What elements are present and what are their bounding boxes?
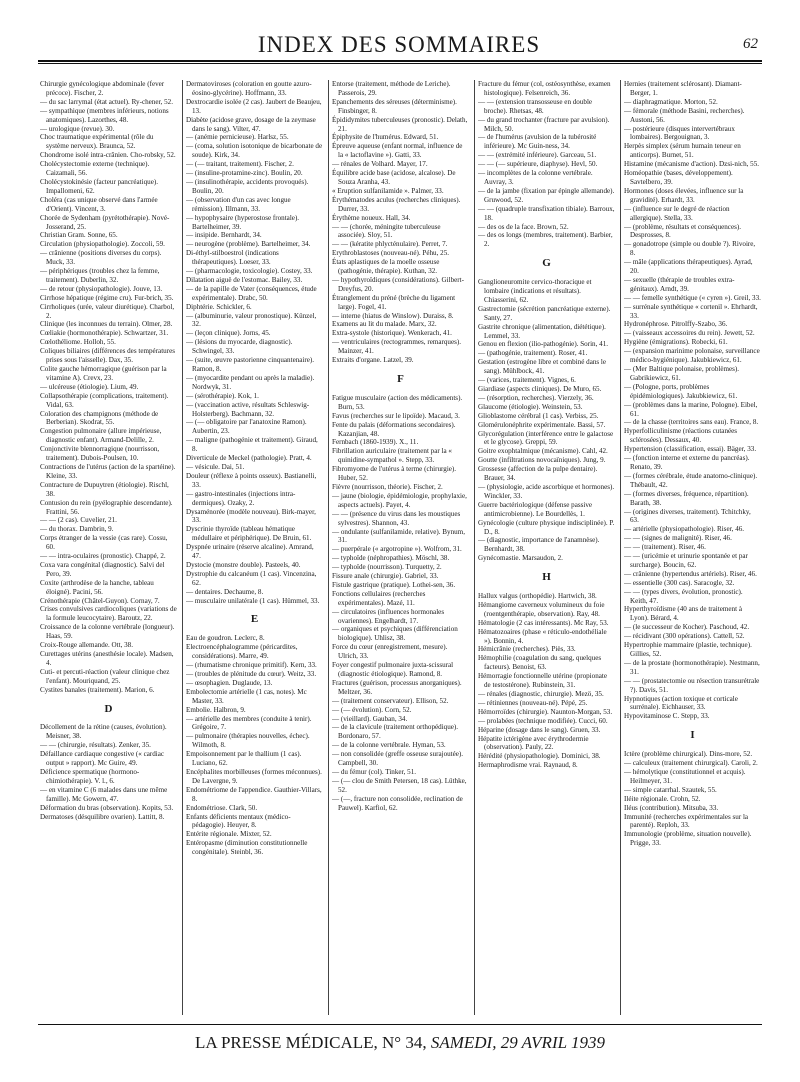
index-entry: — (insuline-protamine-zinc). Boulin, 20. (186, 169, 303, 178)
index-column-3 (332, 80, 469, 1015)
index-entry: — en vitamine C (6 malades dans une même famille). Mc Gowern, 47. (40, 785, 168, 803)
index-entry: — (— évolution). Corn, 52. (332, 705, 412, 714)
index-entry: — (troubles de plénitude du cœur). Weitz, 33. (186, 670, 317, 678)
index-entry: — circulatoires (influences hormonales ovariennes). Engelhardt, 17. (332, 607, 445, 625)
section-letter: E (250, 613, 259, 626)
index-entry: Entorse (traitement, méthode de Leriche). Passerois, 29. (332, 80, 451, 97)
index-entry: — (problèmes dans la marine, Pologne). Eibel, 61. (624, 400, 758, 418)
index-entry: Hallux valgus (orthopédie). Hartwich, 38. (478, 592, 597, 601)
index-entry: Contractions de l'utérus (action de la spartéine). Kleine, 33. (40, 462, 176, 480)
index-entry: — sexuelle (thérapie de troubles extra-génitaux). Arndt, 39. (624, 275, 735, 293)
index-entry: — (résorption, recherches). Vierzely, 36. (478, 393, 594, 402)
index-entry: Cœliakie (hormonothérapie). Schwartzer, 31. (40, 329, 169, 338)
index-entry: — — (signes de malignité). Riser, 46. (624, 534, 732, 543)
index-entry: Dextrocardie isolée (2 cas). Jaubert de Beaujeu, 13. (186, 97, 322, 115)
index-entry: Croix-Rouge allemande. Ott, 38. (40, 641, 133, 650)
index-column-1 (40, 80, 177, 1015)
index-entry: — sympathique (membres inférieurs, notions anatomiques). Lazorthes, 48. (40, 106, 169, 124)
issue-date: SAMEDI, 29 AVRIL 1939 (430, 1033, 606, 1052)
index-entry: Coxite (arthrodèse de la hanche, tableau éloigné). Pacini, 56. (40, 578, 154, 596)
index-entry: — — (traitement). Riser, 46. (624, 543, 706, 552)
index-entry: — dentaires. Dechaume, 8. (186, 587, 264, 596)
index-entry: Diabète (acidose grave, dosage de la zeymase dans le sang). Vilter, 47. (186, 115, 316, 133)
index-entry: — (leçon clinique). Jorns, 45. (186, 329, 271, 338)
section-letter: G (542, 257, 551, 270)
index-entry: Hermaphrodisme vrai. Raynaud, 8. (478, 761, 578, 770)
index-entry: — typhoïde (néphropathies). Möschl, 38. (332, 554, 450, 563)
index-entry: — (problème, résultats et conséquences). Desprosses, 8. (624, 222, 742, 240)
index-entry: Cirrholiques (urée, valeur diurétique). Charbol, 2. (40, 302, 175, 320)
index-entry: Dilatation aiguë de l'estomac. Bailey, 33. (186, 275, 303, 284)
index-entry: — vésicule. Dai, 51. (186, 462, 245, 471)
index-entry: — non consolidée (greffe osseuse surajoutée). Campbell, 30. (332, 750, 464, 768)
section-letter: H (542, 571, 551, 584)
index-entry: Di-éthyl-stilboestrol (indications thérapeutiques). Loeser, 33. (186, 249, 279, 267)
index-entry: — ondulante (sulfanilamide, relative). Bynum, 31. (332, 527, 465, 545)
index-entry: Dermatoviroses (coloration en goutte azuro-éosino-glycérine). Hoffmann, 33. (186, 80, 312, 97)
index-entry: Diphtérie. Schickler, 6. (186, 302, 252, 311)
index-entry: — des os longs (membres, traitement). Barbier, 2. (478, 231, 613, 249)
index-entry: Fente du palais (déformations secondaires). Kazanjian, 48. (332, 420, 456, 438)
index-entry: Congestion pulmonaire (allure impérieuse, diagnostic enfant). Armand-Delille, 2. (40, 427, 162, 445)
page-footer (40, 1033, 760, 1053)
index-entry: Cystites banales (traitement). Marion, 6. (40, 685, 155, 694)
index-entry: — (observation d'un cas avec longue rémission). Illmann, 33. (186, 195, 291, 213)
index-entry: Coloration des champignons (méthode de Berberian). Skodrat, 55. (40, 409, 159, 427)
index-entry: Déformation du bras (observation). Kopits, 53. (40, 803, 174, 812)
index-entry: Hémophilie (coagulation du sang, quelques facteurs). Benoist, 63. (478, 654, 602, 672)
index-entry: Curettages utérins (anesthésie locale). Madsen, 4. (40, 650, 174, 667)
index-entry: — (Pologne, ports, problèmes épidémiologiques). Jakubkiewicz, 61. (624, 382, 738, 400)
index-entry: Erythroblastoses (nouveau-né). Péhu, 25. (332, 249, 450, 258)
index-entry: — — (types divers, évolution, pronostic). Keith, 47. (624, 587, 743, 605)
index-entry: Choléra (cas unique observé dans l'armée d'Orient). Vincent, 3. (40, 195, 158, 213)
index-entry: Dyspnée urinaire (réserve alcaline). Amrand, 47. (186, 543, 314, 561)
index-entry: — (formes diverses, fréquence, répartition). Barath, 38. (624, 489, 749, 507)
index-entry: — de la prostate (hormonothérapie). Nestmann, 31. (624, 658, 760, 676)
index-entry: Dystocie (monstre double). Pasteels, 40. (186, 560, 301, 569)
index-entry: — (anémie pernicieuse). Harlsz, 55. (186, 133, 289, 142)
index-entry: Giardiase (aspects cliniques). De Muro, 65. (478, 385, 602, 393)
index-entry: — pulmonaire (thérapies nouvelles, échec). Wilmoth, 8. (186, 732, 310, 750)
index-entry: — (physiologie, acide ascorbique et hormones). Winckler, 33. (478, 482, 615, 500)
index-entry: Coxa vara congénital (diagnostic). Salvi del Pero, 39. (40, 560, 165, 578)
index-entry: — (albuminurie, valeur pronostique). Künzel, 32. (186, 311, 317, 329)
index-entry: Épididymites tuberculeuses (pronostic). Delath, 21. (332, 115, 468, 133)
index-entry: — rénales (diagnostic, chirurgie). Mezö, 35. (478, 690, 604, 698)
index-entry: Crénothérapie (Châtel-Guyon). Cornay, 7. (40, 596, 160, 605)
index-entry: — (insulinothérapie, accidents provoqués). Boulin, 20. (186, 177, 309, 195)
index-entry: — (fonction interne et externe du pancréas). Renato, 39. (624, 454, 750, 471)
index-entry: — (sérothérapie). Kok, 1. (186, 391, 259, 400)
index-entry: Douleur (réflexe à points osseux). Bastianelli, 33. (186, 471, 317, 489)
index-entry: — (le successeur de Kocher). Paschoud, 42. (624, 623, 750, 632)
index-entry: Glioblastome cérébral (1 cas). Verbiss, 25. (478, 411, 599, 420)
index-entry: Histamine (mécanisme d'action). Dzsi-nich, 55. (624, 160, 760, 169)
index-entry: — (vaisseaux accessoires du rein). Jewett, 52. (624, 329, 755, 338)
index-entry: Goitre exophtalmique (mécanisme). Cahl, 42. (478, 447, 608, 456)
index-entry: Déficience spermatique (hormono-chimiothérapie). V. l., 6. (40, 767, 140, 785)
index-entry: Équilibre acide base (acidose, alcalose). De Souza Aranha, 43. (332, 169, 456, 186)
index-entry: Hémangiome caverneux volumineux du foie (roentgenthérapie, observation). Ray, 48. (478, 600, 605, 618)
index-entry: Cœlothéliome. Holloh, 55. (40, 338, 116, 347)
index-entry: Hydronéphrose. Pitrolffy-Szabo, 36. (624, 320, 728, 329)
header-rule-thin (38, 63, 762, 64)
index-entry: — du grand trochanter (fracture par avulsion). Milch, 50. (478, 115, 610, 133)
index-entry: Hématozoaires (phase « réticulo-endothéliale »). Bonnin, 4. (478, 627, 607, 645)
index-entry: Contracture de Dupuytren (étiologie). Rischl, 38. (40, 480, 169, 498)
index-entry: Fibromyome de l'utérus à terme (chirurgie). Huber, 52. (332, 465, 457, 483)
index-entry: — artérielle (physiopathologie). Riser, 46. (624, 525, 745, 534)
index-entry: Gynécologie (culture physique indisciplinée). P. D., 8. (478, 518, 615, 536)
index-entry: Ganglioneuromite cervico-thoracique et lombaire (indications et résultats). Chiasserini, 62. (478, 278, 592, 304)
index-entry: Dyscrinie thyroïde (tableau hématique médullaire et périphérique). De Bruin, 61. (186, 525, 312, 543)
index-entry: Immunité (recherches expérimentales sur la parenté). Reploh, 33. (624, 812, 749, 830)
index-entry: — urologique (revue). 30. (40, 124, 115, 133)
index-entry: — mâle (applications thérapeutiques). Ayrad, 20. (624, 258, 753, 276)
index-entry: — — (présence du virus dans les moustiques sylvestres). Shannon, 43. (332, 509, 461, 527)
index-entry: — — (— supérieure, diaphyse). Hevl, 50. (478, 160, 598, 169)
index-entry: — (pharmacologie, toxicologie). Costey, 33. (186, 267, 313, 276)
index-entry: Hyperthyroïdisme (40 ans de traitement à Lyon). Bérard, 4. (624, 605, 742, 623)
index-entry: — — (extrémité inférieure). Garceau, 51. (478, 151, 597, 160)
index-entry: Gastrectomie (sécrétion pancréatique externe). Santy, 27. (478, 304, 611, 322)
index-entry: Glomérulonéphrite expérimentale. Bassi, 57. (478, 420, 606, 429)
index-entry: Grossesse (affection de la pulpe dentaire). Brauer, 34. (478, 465, 598, 483)
index-entry: Endométriome de l'appendice. Gauthier-Villars, 8. (186, 785, 322, 803)
index-entry: — simple catarrhal. Szautek, 55. (624, 785, 717, 794)
index-entry: — (— obligatoire par l'anatoxine Ramon). Aubertin, 23. (186, 418, 307, 436)
index-entry: Homéopathie (bases, développement). Savtelbero, 39. (624, 169, 733, 186)
index-entry: — interne (hiatus de Winslow). Duraiss, 8. (332, 311, 454, 320)
index-entry: Glaucome (étiologie). Weinstein, 53. (478, 402, 583, 411)
index-entry: Dermatoses (désquilibre ovarien). Lattitt, 8. (40, 812, 165, 821)
index-entry: — incomplètes de la colonne vertébrale. Auvray, 3. (478, 169, 593, 186)
footer-rule (38, 1024, 762, 1025)
index-entry: Défaillance cardiaque congestive (« cardiac output » rapport). Mc Guire, 49. (40, 750, 165, 768)
index-entry: — du thorax. Dambrin, 9. (40, 525, 114, 534)
index-entry: Circulation (physiopathologie). Zoccoli, 59. (40, 240, 165, 249)
index-entry: Hypovitaminose C. Stepp, 33. (624, 712, 710, 721)
index-entry: Genou en flexion (ilio-pathogénie). Sorin, 41. (478, 340, 609, 349)
index-entry: Electroencéphalogramme (péricardites, considérations). Marre, 49. (186, 643, 298, 661)
index-entry: — (myocardite pendant ou après la maladie). Nordwyk, 31. (186, 373, 315, 391)
index-entry: — neurogène (problème). Bartelheimer, 34. (186, 240, 311, 249)
index-entry: Hygiène (émigrations). Robecki, 61. (624, 338, 728, 347)
index-entry: Embolie. Halbron, 9. (186, 705, 246, 714)
issue-number: N° 34, (382, 1033, 427, 1052)
index-entry: — — femelle synthétique (« cyren »). Greil, 33. (624, 293, 761, 302)
index-entry: Endométriose. Clark, 50. (186, 803, 258, 812)
index-entry: Choc traumatique expérimental (rôle du système nerveux). Braunca, 52. (40, 133, 154, 151)
index-entry: Eau de goudron. Leclerc, 8. (186, 634, 265, 643)
index-entry: — insipide. Bernhardt, 34. (186, 231, 262, 240)
index-entry: — (traitement conservateur). Ellison, 52. (332, 696, 449, 705)
index-entry: Fibrillation auriculaire (traitement par la « quinidine-sympathol ». Stepp, 33. (332, 447, 452, 465)
index-entry: Fonctions cellulaires (recherches expérimentales). Mazé, 11. (332, 589, 426, 607)
index-entry: Entéropasme (diminution constitutionnelle congénitale). Steinbl, 36. (186, 839, 308, 857)
index-entry: Coliques biliaires (différences des températures prises sous l'aisselle). Dax, 35. (40, 347, 175, 365)
index-entry: — gastro-intestinales (injections intra-dermiques). Ozaky, 2. (186, 489, 296, 507)
index-entry: — surrénale synthétique « cortenil ». Ehrhardt, 33. (624, 302, 758, 320)
index-entry: — hypothyroïdiques (considérations). Gilbert-Dreyfus, 20. (332, 275, 464, 293)
index-entry: Fistule gastrique (pratique). Lothei-sen, 36. (332, 580, 456, 589)
index-entry: Christian Gram. Sonne, 65. (40, 231, 118, 240)
journal-name: LA PRESSE MÉDICALE, (194, 1033, 378, 1052)
index-entry: Glycorégulation (interférence entre le galactose et le glycose). Greppi, 59. (478, 429, 614, 447)
index-entry: — crânienne (hypertendus artériels). Riser, 46. (624, 569, 757, 578)
index-entry: — — (2 cas). Cuvelier, 21. (40, 516, 117, 525)
index-entry: Hypertension (classification, essai). Bäger, 33. (624, 445, 757, 454)
index-entry: Iléite régionale. Crohn, 52. (624, 794, 701, 803)
index-entry: — diaphragmatique. Morton, 52. (624, 97, 718, 106)
page-number: 62 (743, 36, 758, 52)
index-entry: — rétiniennes (nouveau-né). Pépé, 25. (478, 698, 588, 707)
index-entry: Embolectomie artérielle (1 cas, notes). Mc Master, 33. (186, 687, 307, 705)
index-entry: Fatigue musculaire (action des médicaments). Burn, 53. (332, 393, 463, 411)
index-entry: — périphériques (troubles chez la femme, traitement). Duberlin, 32. (40, 267, 160, 284)
index-entry: — de l'humérus (avulsion de la tubérosité inférieure). Mc Guin-ness, 34. (478, 133, 597, 151)
index-entry: — prolabées (technique modifiée). Cucci, 60. (478, 716, 608, 725)
index-entry: Enfants déficients mentaux (médico-pédagogie). Heuyer, 8. (186, 812, 291, 830)
index-entry: — — (uricémie et urinurie spontanée et par surcharge). Boucin, 62. (624, 552, 748, 569)
index-entry: — (suite, œuvre pastorienne cinquantenaire). Ramon, 8. (186, 356, 315, 373)
index-entry: Entérite régionale. Mixter, 52. (186, 830, 272, 839)
page-header (40, 28, 758, 58)
index-entry: — (coma, solution isotonique de bicarbonate de soude). Kirk, 34. (186, 142, 323, 160)
index-entry: Érythème noueux. Hall, 34. (332, 213, 411, 222)
index-entry: — (origines diverses, traitement). Tchitchky, 63. (624, 507, 751, 525)
index-entry: Epanchements des séreuses (déterminisme). Finsbinger, 8. (332, 97, 457, 115)
index-entry: Épreuve aqueuse (enfant normal, influence de la « lactoflavine »). Gatti, 33. (332, 142, 463, 160)
index-entry: Extra-systole (historique). Wenkerach, 41. (332, 329, 452, 338)
index-entry: Herpès simplex (sérum humain teneur en anticorps). Burnet, 51. (624, 142, 741, 160)
index-entry: — (expansion marinime polonaise, surveillance médico-hygiénique). Jakubkiewicz, 61. (624, 347, 760, 365)
index-entry: Érythématodes aculus (recherches cliniques). Durrer, 33. (332, 195, 461, 213)
index-entry: — hypophysaire (hyperostose frontale). Bartelheimer, 39. (186, 213, 300, 231)
index-entry: Cuti- et percuti-réaction (valeur clinique chez l'enfant). Mouriquand, 25. (40, 667, 170, 685)
index-entry: Ictère (problème chirurgical). Dins-more, 52. (624, 750, 753, 759)
index-entry: — des os de la face. Brown, 52. (478, 222, 569, 231)
index-entry: — de la jambe (fixation par épingle allemande). Gruwood, 52. (478, 186, 615, 204)
index-entry: — (Mer Baltique polonaise, problèmes). Gabrikiewicz, 61. (624, 365, 740, 382)
page-title: INDEX DES SOMMAIRES (257, 32, 541, 57)
index-entry: Favus (recherches sur le lipoïde). Macaud, 3. (332, 411, 460, 420)
index-entry: — du sac larrymal (état actuel). Ry-chener, 52. (40, 97, 173, 106)
index-entry: — — intra-oculaires (pronostic). Chappé, 2. (40, 552, 166, 561)
index-entry: Hypertrophie mammaire (plastie, technique). Gillies, 52. (624, 641, 752, 658)
index-entry: — maligne (pathogénie et traitement). Giraud, 8. (186, 436, 318, 454)
index-column-4 (478, 80, 615, 1015)
index-entry: Dysaménorée (modèle nouveau). Birk-mayer, 33. (186, 507, 316, 525)
index-entry: — (influence sur le degré de réaction allergique). Stella, 33. (624, 204, 730, 222)
index-entry: Conjonctivite blennorragique (nourrisson, traitement). Dubois-Poulsen, 10. (40, 445, 160, 463)
index-entry: Colite gauche hémorragique (guérison par la vitamine A). Crevx, 23. (40, 365, 167, 382)
index-entry: — puerpérale (« argotropine »). Wolfrom, 31. (332, 545, 462, 554)
column-divider (474, 80, 475, 1015)
index-entry: — gonadotrope (simple ou double ?). Rivoire, 8. (624, 240, 756, 258)
index-entry: Héparine (dosage dans le sang). Gruen, 33. (478, 725, 601, 734)
index-entry: — (formes cérébrale, étude anatomo-clinique). Thébault, 42. (624, 471, 758, 489)
index-entry: « Eruption sulfanilamide ». Palmer, 33. (332, 186, 444, 195)
index-entry: — récidivant (300 opérations). Cattell, 52. (624, 632, 745, 641)
index-entry: Hémorroïdes (chirurgie). Naunton-Morgan, 53. (478, 707, 613, 716)
index-entry: — de la clavicule (traitement orthopédique). Bordonaro, 57. (332, 723, 459, 741)
index-entry: — ventriculaires (rectogrammes, remarques). Mainzer, 41. (332, 338, 462, 356)
index-entry: Foyer congestif pulmonaire juxta-scissural (diagnostic étiologique). Ramond, 8. (332, 661, 454, 678)
index-entry: Chirurgie gynécologique abdominale (fever précoce). Fischer, 2. (40, 80, 165, 97)
index-entry: Corps étranger de la vessie (cas rare). Cossu, 60. (40, 534, 168, 552)
index-entry: Hépatite ictérigène avec érythrodermie (observation). Pauly, 22. (478, 734, 589, 752)
index-entry: Étranglement du préné (brèche du ligament large). Fogel, 41. (332, 293, 456, 311)
index-entry: Clinique (les inconnues du terrain). Olmer, 28. (40, 320, 173, 329)
header-rule (38, 60, 762, 62)
index-entry: Hormones (doses élevées, influence sur la gravidité). Erhardt, 33. (624, 186, 744, 204)
index-entry: Fissure anale (chirurgie). Gabriel, 33. (332, 572, 439, 581)
index-entry: — (vaccination active, résultats Schleswig-Holsterberg). Bachmann, 32. (186, 400, 310, 418)
index-entry: Extraits d'organe. Latzel, 39. (332, 356, 414, 365)
index-entry: — postérieure (disques intervertébraux lombaires). Bergouignan, 3. (624, 124, 735, 142)
index-entry: — rénales de Volhard. Mayer, 17. (332, 160, 428, 169)
index-entry: — — (prostatectomie ou résection transurétrale ?). Davis, 51. (624, 676, 760, 694)
index-entry: Cholécystokinésie (facteur pancréatique). Impallomeni, 62. (40, 177, 158, 195)
index-entry: — essentielle (300 cas). Saracogle, 32. (624, 578, 735, 587)
index-entry: Encéphalites morbilleuses (formes méconnues). De Lavergne, 9. (186, 767, 322, 785)
index-entry: Crises convulsives cardiocoliques (variations de la formule leucocytaire). Baroutz, 22. (40, 605, 177, 623)
index-entry: Immunologie (problème, situation nouvelle). Prigge, 33. (624, 830, 752, 848)
index-entry: — fémorale (méthode Basini, recherches). Austoni, 56. (624, 106, 745, 124)
index-entry: — (diagnostic, importance de l'anamnèse). Bernhardt, 38. (478, 536, 600, 554)
index-entry: — — (quadruple transfixation tibiale). Barroux, 18. (478, 204, 615, 222)
index-entry: Force du cœur (enregistrement, mesure). Ulrich, 33. (332, 643, 448, 661)
index-entry: — crânienne (positions diverses du corps). Muck, 33. (40, 249, 162, 267)
index-entry: Fractures (guérison, processus anorganiques). Meltzer, 36. (332, 678, 462, 696)
index-entry: Dystrophie du calcanéum (1 cas). Vincenzina, 62. (186, 569, 317, 587)
index-entry: Hernies (traitement sclérosant). Diamant-Berger, 1. (624, 80, 742, 97)
index-entry: — calculeux (traitement chirurgical). Caroli, 2. (624, 759, 758, 768)
index-entry: — artérielle des membres (conduite à tenir). Grégoire, 7. (186, 714, 312, 732)
index-entry: — (rhumatisme chronique primitif). Kern, 33. (186, 661, 317, 670)
index-entry: Diverticule de Meckel (pathologie). Pratt, 4. (186, 454, 312, 463)
index-entry: — (pathogénie, traitement). Roser, 41. (478, 349, 588, 358)
index-entry: Goutte (infiltrations novocaïniques). Jung, 9. (478, 456, 606, 465)
index-columns (40, 80, 760, 1015)
index-entry: — organiques et psychiques (différenciation biologique). Uhlisz, 38. (332, 625, 458, 643)
index-entry: Chorée de Sydenham (pyrétothérapie). Nové-Josserand, 25. (40, 213, 170, 231)
index-entry: — ulcéreuse (étiologie). Lium, 49. (40, 382, 139, 391)
section-letter: F (397, 373, 404, 385)
index-entry: Épiphysite de l'humérus. Edward, 51. (332, 133, 439, 142)
index-entry: Hémorragie fonctionnelle utérine (propionate de testostérone). Rubinstein, 31. (478, 672, 608, 690)
index-entry: — du fémur (col). Tinker, 51. (332, 767, 417, 776)
column-divider (182, 80, 183, 1015)
index-entry: Gestation (estrogène libre et combiné dans le sang). Mühlbock, 41. (478, 358, 607, 376)
index-entry: — (— traitant, traitement). Fischer, 2. (186, 160, 294, 169)
index-entry: — (vieillard). Gauban, 34. (332, 714, 408, 723)
index-entry: — (varices, traitement). Vignes, 6. (478, 376, 576, 385)
column-divider (328, 80, 329, 1015)
index-entry: Guerre bactériologique (défense passive antimicrobienne). Le Bourdellès, 1. (478, 500, 593, 518)
index-column-2 (186, 80, 323, 1015)
index-entry: Gastrite chronique (alimentation, diététique). Lemmel, 33. (478, 322, 606, 340)
index-entry: Fracture du fémur (col, ostéosynthèse, examen histologique). Felsenreich, 36. (478, 80, 611, 97)
index-entry: États aplastiques de la moelle osseuse (pathogénie, thérapie). Kuthan, 32. (332, 258, 440, 276)
index-entry: — typhoïde (nourrisson). Turquetty, 2. (332, 563, 442, 572)
index-entry: Cirrhose hépatique (régime cru). Fur-brich, 35. (40, 293, 174, 302)
column-divider (620, 80, 621, 1015)
index-entry: — (lésions du myocarde, diagnostic). Schwingel, 33. (186, 338, 293, 356)
index-entry: Fièvre (nourrisson, théorie). Fischer, 2. (332, 482, 443, 491)
index-entry: Empoisonnement par le thallium (1 cas). Luciano, 62. (186, 750, 302, 768)
index-entry: Fernbach (1860-1939). X., 11. (332, 438, 419, 447)
index-entry: — de la colonne vertébrale. Hyman, 53. (332, 741, 446, 750)
index-entry: Décollement de la rétine (causes, évolution). Meisner, 38. (40, 723, 167, 741)
index-entry: Croissance de la colonne vertébrale (longueur). Haas, 59. (40, 623, 175, 641)
index-entry: Iléus (contribution). Mitsuba, 33. (624, 803, 719, 812)
section-letter: I (690, 729, 695, 742)
index-entry: — jaune (biologie, épidémiologie, prophylaxie, aspects actuels). Payet, 4. (332, 491, 467, 509)
index-entry: — de la chasse (territoires sans eau). France, 8. (624, 418, 759, 427)
index-entry: — — (extension transosseuse en double broche). Rhetsas, 48. (478, 97, 593, 115)
section-letter: D (104, 702, 113, 715)
index-entry: — de retour (physiopathologie). Jouve, 13. (40, 284, 163, 293)
index-entry: — — (kératite phlycténulaire). Perret, 7. (332, 240, 448, 249)
index-entry: — œsophagien. Duglaude, 13. (186, 678, 273, 687)
index-entry: Hyperfolliculinisme (réactions cutanées sclérosées). Dessaux, 40. (624, 427, 738, 445)
index-entry: — (— clou de Smith Petersen, 18 cas). Lüthke, 52. (332, 776, 467, 794)
index-entry: — de la papille de Vater (conséquences, étude expérimentale). Drabc, 50. (186, 284, 317, 302)
index-column-5 (624, 80, 761, 1015)
index-entry: Hérédité (physiopathologie). Dominici, 38. (478, 752, 601, 761)
index-entry: Examens au lit du malade. Marx, 32. (332, 320, 437, 329)
index-entry: Hématologie (2 cas intéressants). Mc Ray, 53. (478, 618, 609, 627)
index-entry: Hémicrânie (recherches). Piès, 33. (478, 645, 576, 654)
index-entry: Hypnotiques (action toxique et corticale surrénale). Eichhauser, 33. (624, 694, 738, 712)
index-entry: Chondrome isolé intra-crânien. Cho-robsky, 52. (40, 151, 176, 160)
index-entry: — musculaire unilatérale (1 cas). Hümmel, 33. (186, 596, 320, 605)
index-entry: Gynécomastie. Marsaudon, 2. (478, 554, 563, 563)
index-entry: Contusion du rein (pyélographie descendante). Frattini, 56. (40, 498, 173, 516)
index-entry: Collapsothérapie (complications, traitement). Vidal, 63. (40, 391, 169, 409)
index-entry: — hémolytique (constitutionnel et acquis). Heilmeyer, 31. (624, 767, 746, 785)
index-entry: — (—, fracture non consolidée, reclination de Pauwel). Karfiol, 62. (332, 794, 463, 812)
index-entry: Cholécystectomie externe (technique). Caizamali, 56. (40, 160, 150, 178)
index-entry: — — (chirurgie, résultats). Zenker, 35. (40, 741, 151, 750)
index-entry: — — (chorée, méningite tuberculeuse associée). Sloy, 51. (332, 222, 441, 240)
